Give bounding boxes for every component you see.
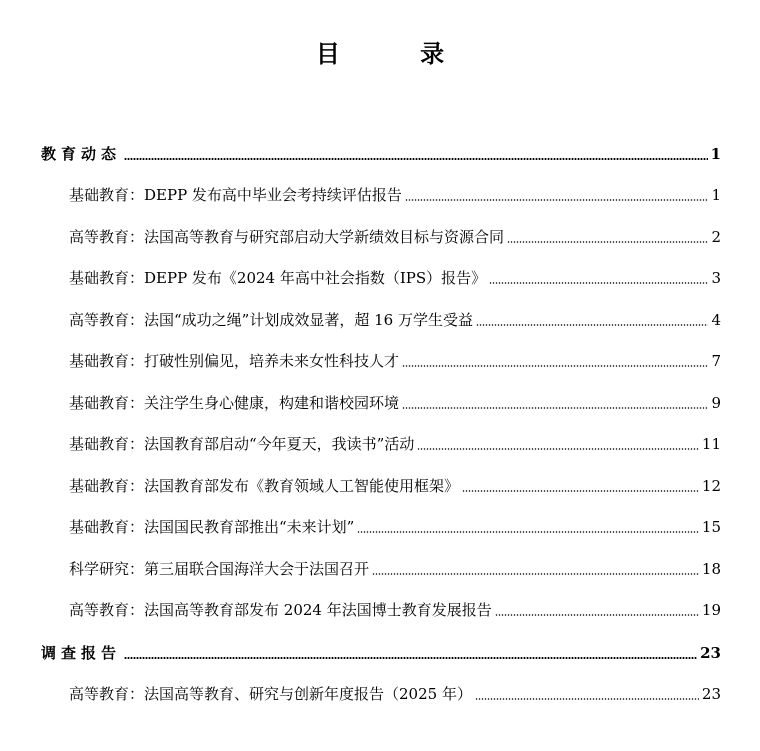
toc-entry-label: 科学研究：第三届联合国海洋大会于法国召开 [69,560,370,578]
toc-page-number: 23 [700,644,721,662]
toc-entry-label: 基础教育：DEPP 发布《2024 年高中社会指数（IPS）报告》 [69,269,487,287]
toc-section-survey-reports[interactable] [41,642,721,664]
dot-leader [507,241,708,243]
toc-section-label: 教育动态 [41,145,122,163]
toc-page-number: 1 [710,145,721,163]
dot-leader [489,282,708,284]
toc-entry-label: 高等教育：法国高等教育与研究部启动大学新绩效目标与资源合同 [69,228,505,246]
dot-leader [402,407,708,409]
toc-entry-label: 高等教育：法国“成功之绳”计划成效显著，超 16 万学生受益 [69,311,473,329]
toc-entry[interactable] [69,226,721,248]
dot-leader [476,324,708,326]
toc-entry[interactable] [69,267,721,289]
toc-entry[interactable] [69,433,721,455]
dot-leader [417,448,699,450]
toc-page-number: 9 [711,394,721,412]
toc-entry[interactable] [69,309,721,331]
toc-entry[interactable] [69,475,721,497]
dot-leader [405,199,709,201]
toc-section-label: 调查报告 [41,644,122,662]
dot-leader [124,158,708,160]
toc-page-number: 2 [711,228,721,246]
toc-entry-label: 基础教育：关注学生身心健康，构建和谐校园环境 [69,394,400,412]
toc-entry-label: 高等教育：法国高等教育、研究与创新年度报告（2025 年） [69,685,472,703]
toc-page-number: 15 [701,518,721,536]
toc-entry-label: 基础教育：DEPP 发布高中毕业会考持续评估报告 [69,186,402,204]
toc-page-number: 1 [711,186,721,204]
toc-page-number: 3 [711,269,721,287]
toc-entry-label: 高等教育：法国高等教育部发布 2024 年法国博士教育发展报告 [69,601,492,619]
toc-entry[interactable] [69,599,721,621]
toc-entry[interactable] [69,516,721,538]
toc-page-number: 23 [701,685,721,703]
toc-entry-label: 基础教育：打破性别偏见，培养未来女性科技人才 [69,352,400,370]
toc-entry-label: 基础教育：法国教育部启动“今年夏天，我读书”活动 [69,435,415,453]
dot-leader [402,365,708,367]
toc-page-number: 19 [701,601,721,619]
toc-section-education-news[interactable] [41,143,721,165]
dot-leader [475,698,699,700]
page-title: 目 录 [315,39,481,68]
dot-leader [372,573,699,575]
toc-entry[interactable] [69,350,721,372]
toc-entry[interactable] [69,392,721,414]
toc-entry[interactable] [69,683,721,705]
toc-entry[interactable] [69,184,721,206]
toc-page-number: 11 [701,435,721,453]
toc-entry[interactable] [69,558,721,580]
dot-leader [495,614,699,616]
dot-leader [462,490,699,492]
toc-entry-label: 基础教育：法国教育部发布《教育领域人工智能使用框架》 [69,477,460,495]
dot-leader [124,657,697,659]
toc-page-number: 4 [711,311,721,329]
dot-leader [357,531,699,533]
toc-page-number: 18 [701,560,721,578]
toc-page-number: 12 [701,477,721,495]
toc-page-number: 7 [711,352,721,370]
toc-entry-label: 基础教育：法国国民教育部推出“未来计划” [69,518,355,536]
